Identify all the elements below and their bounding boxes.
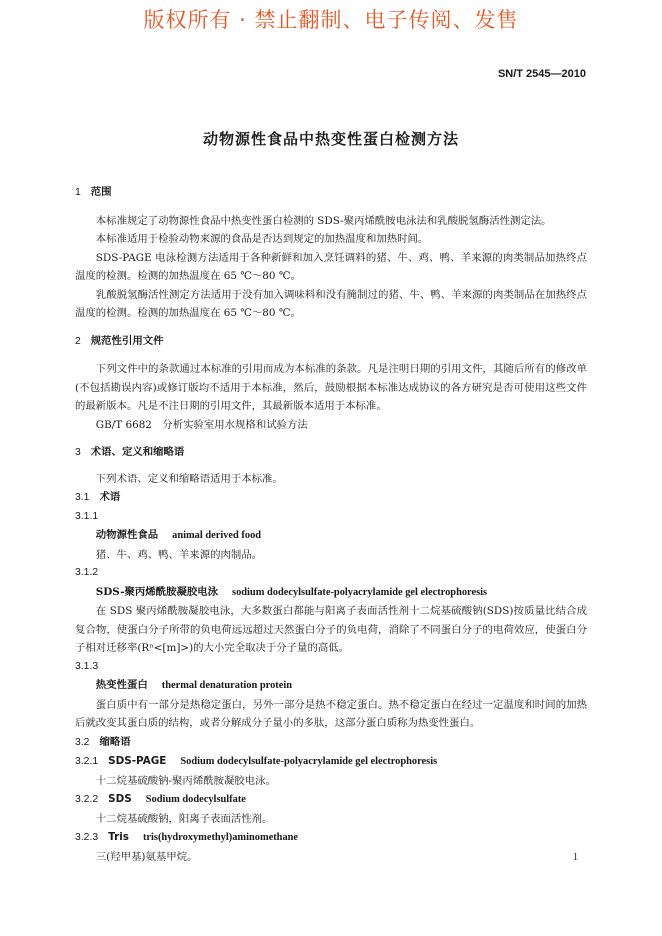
page-number: 1 xyxy=(573,852,578,863)
term-cn: 热变性蛋白 xyxy=(95,679,148,691)
section-number: 2 xyxy=(75,335,81,347)
section-number: 1 xyxy=(75,187,81,198)
abbreviation-entry xyxy=(75,828,587,848)
definition: 三(羟甲基)氨基甲烷。 xyxy=(95,850,198,863)
term-entry xyxy=(75,583,587,603)
paragraph: SDS-PAGE 电泳检测方法适用于各种新鲜和加入烹饪调料的猪、牛、鸡、鸭、羊来源的肉类制品加热终点温度的检测。检测的加热温度在 65 ℃～80 ℃。 xyxy=(75,251,587,282)
abbreviation: Tris xyxy=(108,831,129,843)
definition: 十二烷基硫酸钠，阳离子表面活性剂。 xyxy=(95,812,273,825)
section-number: 3 xyxy=(75,447,81,458)
section-title: 术语、定义和缩略语 xyxy=(90,446,185,458)
subsection-heading xyxy=(75,733,587,753)
definition: 蛋白质中有一部分是热稳定蛋白，另外一部分是热不稳定蛋白。热不稳定蛋白在经过一定温度和时间的加热后就改变其蛋白质的结构，或者分解成分子量小的多肽，这部分蛋白质称为热变性蛋白。 xyxy=(75,698,587,729)
abbreviation: SDS xyxy=(108,793,132,805)
reference-item: GB/T 6682 分析实验室用水规格和试验方法 xyxy=(95,418,308,431)
abbreviation-entry xyxy=(75,752,587,772)
definition: 十二烷基硫酸钠-聚丙烯酰胺凝胶电泳。 xyxy=(95,774,276,787)
term-entry xyxy=(75,526,587,546)
section-number: 3.2 xyxy=(75,736,90,748)
term-en: animal derived food xyxy=(172,530,262,541)
definition: 猪、牛、鸡、鸭、羊来源的肉制品。 xyxy=(95,548,263,561)
term-cn: SDS-聚丙烯酰胺凝胶电泳 xyxy=(95,585,219,598)
abbreviation-entry xyxy=(75,790,587,810)
term-en: sodium dodecylsulfate-polyacrylamide gel electrophoresis xyxy=(232,586,488,598)
term-entry xyxy=(75,676,587,696)
definition: 在 SDS 聚丙烯酰胺凝胶电泳，大多数蛋白都能与阳离子表面活性剂十二烷基硫酸钠(SDS)按质量比结合成复合物，使蛋白分子所带的负电荷远远超过天然蛋白分子的负电荷，消除了不同蛋白分子的电荷效应，使蛋白分子相对迁移率(Rⁿ<[m]>)的大小完全取决于分子量的高低。 xyxy=(75,605,587,654)
clause-number: 3.2.1 xyxy=(75,756,99,767)
section-heading xyxy=(75,332,587,352)
abbreviation-full: Sodium dodecylsulfate-polyacrylamide gel electrophoresis xyxy=(180,756,438,767)
clause-number: 3.1.3 xyxy=(75,660,99,672)
document-body xyxy=(75,183,587,866)
section-title: 术语 xyxy=(99,491,121,503)
section-number: 3.1 xyxy=(75,492,90,503)
section-heading xyxy=(75,183,587,203)
abbreviation-full: Sodium dodecylsulfate xyxy=(145,794,246,805)
section-title: 范围 xyxy=(90,186,112,198)
subsection-heading xyxy=(75,488,587,508)
paragraph: 乳酸脱氢酶活性测定方法适用于没有加入调味料和没有腌制过的猪、牛、鸭、羊来源的肉类制品在加热终点温度的检测。检测的加热温度在 65 ℃～80 ℃。 xyxy=(75,288,587,319)
clause-number: 3.2.3 xyxy=(75,832,99,843)
term-en: thermal denaturation protein xyxy=(161,680,293,691)
paragraph: 本标准适用于检验动物来源的食品是否达到规定的加热温度和加热时间。 xyxy=(95,233,429,245)
section-heading xyxy=(75,443,587,463)
paragraph: 本标准规定了动物源性食品中热变性蛋白检测的 SDS-聚丙烯酰胺电泳法和乳酸脱氢酶活性测定法。 xyxy=(95,214,552,227)
abbreviation: SDS-PAGE xyxy=(108,755,167,767)
clause-number: 3.2.2 xyxy=(75,794,99,805)
term-cn: 动物源性食品 xyxy=(95,529,159,541)
section-title: 缩略语 xyxy=(99,735,131,748)
page-title: 动物源性食品中热变性蛋白检测方法 xyxy=(202,130,459,148)
paragraph: 下列术语、定义和缩略语适用于本标准。 xyxy=(95,472,283,485)
clause-number: 3.1.1 xyxy=(75,510,99,522)
paragraph: 下列文件中的条款通过本标准的引用而成为本标准的条款。凡是注明日期的引用文件，其随后所有的修改单(不包括勘误内容)或修订版均不适用于本标准，然后，鼓励根据本标准达成协议的各方研究是否可使用这些文件的最新版本。凡是不注日期的引用文件，其最新版本适用于本标准。 xyxy=(75,363,587,412)
abbreviation-full: tris(hydroxymethyl)aminomethane xyxy=(142,832,299,843)
copyright-watermark: 版权所有 · 禁止翻制、电子传阅、发售 xyxy=(143,8,519,32)
standard-number: SN/T 2545—2010 xyxy=(497,68,586,80)
clause-number: 3.1.2 xyxy=(75,567,99,578)
section-title: 规范性引用文件 xyxy=(90,334,164,347)
